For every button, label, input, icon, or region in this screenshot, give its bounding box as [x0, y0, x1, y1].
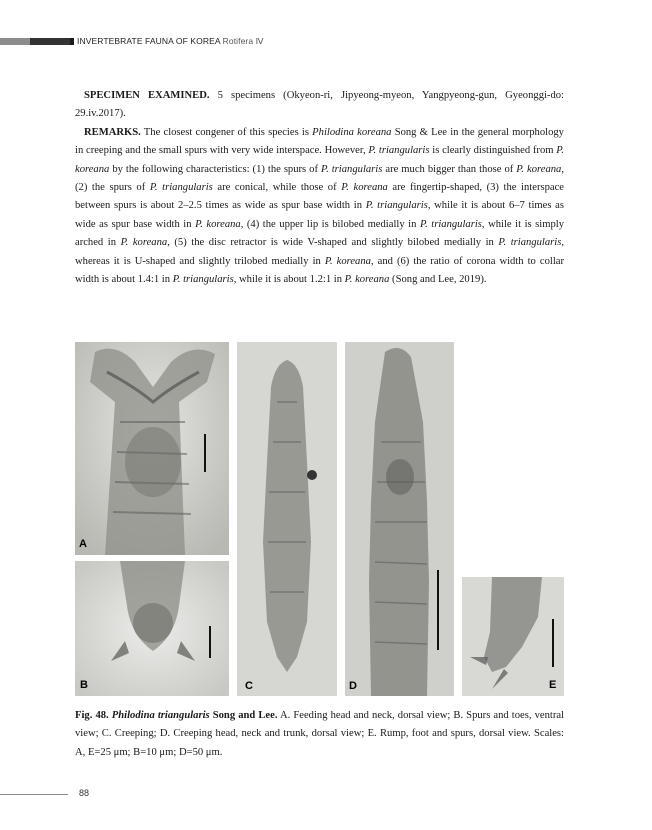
specimen-text: 5 specimens (Okyeon-ri, Jipyeong-myeon, Yangpyeong-gun, Gyeonggi-do: 29.iv.2017).	[75, 90, 564, 120]
remarks-text: are much bigger than those of	[382, 163, 517, 175]
remarks-text: is clearly distinguished from	[429, 145, 557, 157]
caption-fig-number: Fig. 48.	[75, 710, 112, 721]
remarks-text: (Song and Lee, 2019).	[389, 274, 487, 286]
specimen-heading: SPECIMEN EXAMINED.	[84, 90, 210, 101]
species-name: Philodina koreana	[312, 126, 392, 138]
spurs-toes-image	[75, 561, 229, 696]
header-bar-light	[0, 38, 30, 45]
figure-panel-d	[345, 342, 454, 696]
creeping-image	[237, 342, 337, 696]
species-name: P. triangularis	[172, 274, 234, 286]
figure-panel-a	[75, 342, 229, 555]
scale-bar	[204, 434, 206, 472]
figure-caption	[75, 707, 564, 762]
species-name: P. triangularis	[365, 200, 428, 212]
scale-bar	[437, 570, 439, 650]
header-bar-mark	[70, 38, 74, 45]
panel-label-e: E	[549, 679, 557, 691]
panel-label-d: D	[349, 680, 357, 692]
panel-label-a: A	[79, 538, 87, 550]
species-name: P. koreana	[324, 255, 371, 267]
scale-bar	[552, 619, 554, 667]
caption-species: Philodina triangularis	[111, 710, 210, 721]
caption-text: A. Feeding head and neck, dorsal view; B. Spurs and toes, ventral view; C. Creeping; D. Creeping head, neck and trunk, dorsal view; E. Rump, foot and spurs, dorsal view. Scales: A, E=25 μm; B=10 μm; D=50 μm.	[75, 710, 564, 758]
figure-panel-b	[75, 561, 229, 696]
species-name: P. triangularis	[419, 218, 482, 230]
page-number: 88	[79, 788, 90, 798]
species-name: P. koreana	[75, 145, 564, 175]
remarks-text: , (4) the upper lip is bilobed medially in	[240, 218, 420, 230]
remarks-text: , while it is about 1.2:1 in	[233, 274, 345, 286]
running-header-title: INVERTEBRATE FAUNA OF KOREA	[77, 36, 221, 46]
species-name: P. triangularis	[321, 163, 383, 175]
caption-author: Song and Lee.	[209, 710, 278, 721]
remarks-text: are fingertip-shaped, (3) the interspace between spurs is about 2–2.5 times as wide as spur base width in	[75, 182, 564, 212]
remarks-text: , while it is about 6–7 times as wide as spur base width in	[75, 200, 564, 230]
remarks-text: , while it is simply arched in	[75, 218, 565, 249]
remarks-text: Song & Lee in the general morphology in creeping and the small spurs with very wide interspace. However,	[75, 126, 564, 157]
remarks-heading: REMARKS.	[84, 126, 141, 138]
species-name: P. koreana	[120, 237, 168, 249]
species-name: P. koreana	[516, 163, 562, 175]
remarks-text: , and (6) the ratio of corona width to collar width is about 1.4:1 in	[75, 255, 564, 286]
figure-panel-e	[462, 577, 564, 696]
remarks-text: The closest congener of this species is	[140, 126, 313, 138]
panel-label-b: B	[80, 679, 88, 691]
remarks-text: are conical, while those of	[212, 182, 342, 194]
panel-label-c: C	[245, 680, 253, 692]
footer-rule	[0, 794, 68, 795]
species-name: P. triangularis	[149, 182, 213, 194]
specimen-paragraph	[75, 87, 564, 124]
remarks-text: , (2) the spurs of	[75, 163, 564, 194]
species-name: P. koreana	[195, 218, 241, 230]
remarks-text: , (5) the disc retractor is wide V-shaped and slightly bilobed medially in	[167, 237, 499, 249]
body-text	[75, 87, 564, 289]
remarks-text: by the following characteristics: (1) the spurs of	[109, 163, 321, 175]
header-bar-dark	[30, 38, 70, 45]
species-name: P. koreana	[341, 182, 388, 194]
species-name: P. triangularis	[368, 145, 430, 157]
running-header	[77, 36, 264, 47]
species-name: P. koreana	[344, 274, 390, 286]
remarks-text: , whereas it is U-shaped and slightly trilobed medially in	[75, 237, 564, 267]
scale-bar	[209, 626, 211, 658]
running-header-subtitle: Rotifera Ⅳ	[222, 36, 264, 46]
remarks-paragraph	[75, 124, 564, 290]
figure-panel-c	[237, 342, 337, 696]
species-name: P. triangularis	[498, 237, 562, 249]
